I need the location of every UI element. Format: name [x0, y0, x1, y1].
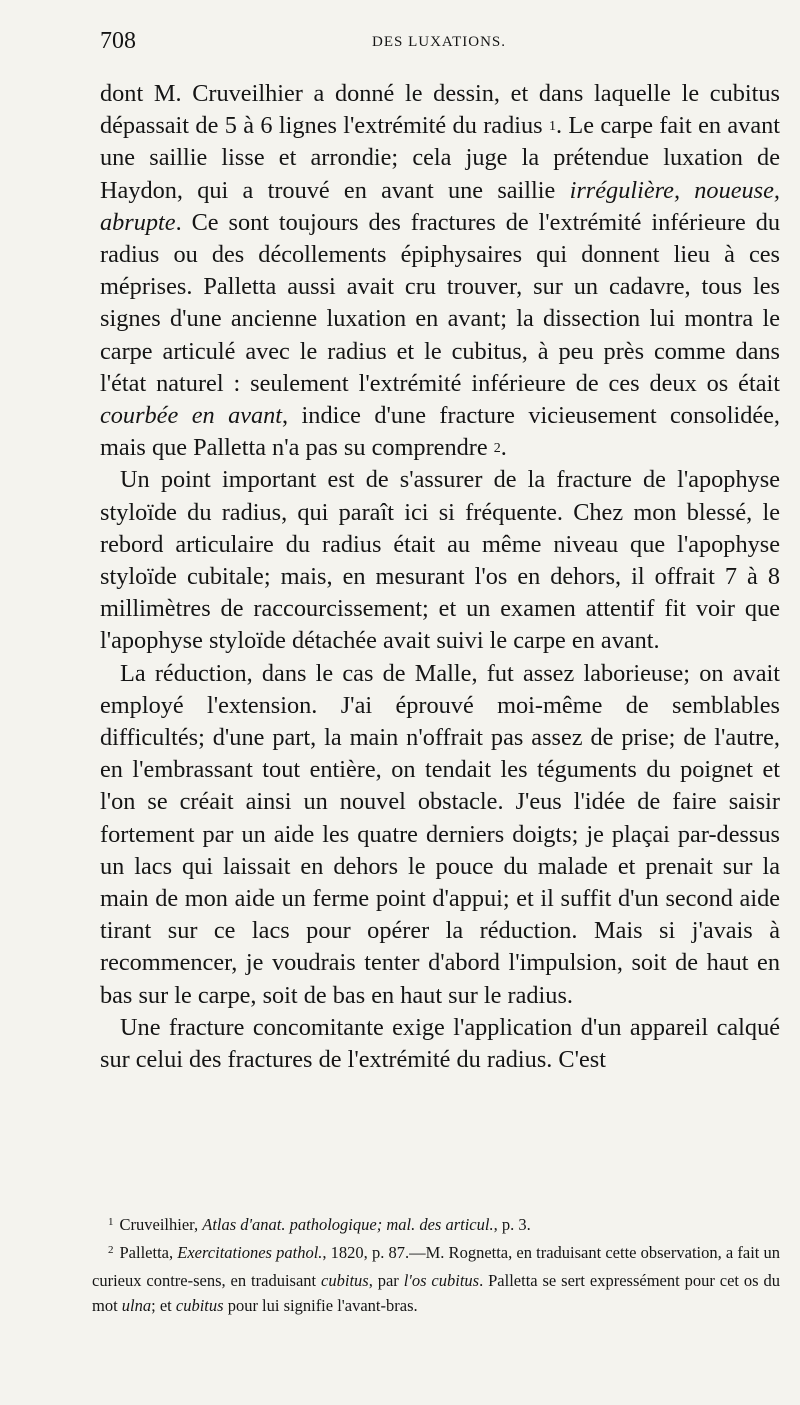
paragraph-1-emphasis-1: irrégulière, noueuse, abrupte — [100, 176, 780, 236]
footnote-2-title: Exercitationes pathol. — [177, 1243, 323, 1262]
footnote-2-text-c: , par — [368, 1271, 404, 1290]
footnote-ref-1: 1 — [548, 119, 556, 135]
footnote-2-text-d: . Palletta se sert expressément pour cet os du mot — [92, 1271, 780, 1315]
running-head: DES LUXATIONS. — [372, 34, 506, 50]
paragraph-1-text-c: . Ce sont toujours des fractures de l'extrémité inférieure du radius ou des décollements épiphysaires qui donnent lieu à ces méprises. Palletta aussi avait cru trouver, sur un cadavre, tous les signes d'une ancienne luxation en avant; la dissection lui montra le carpe articulé avec le radius et le cubitus, à peu près comme dans l'état naturel : seulement l'extrémité inférieure de ces deux os était — [100, 208, 780, 397]
footnote-2-emphasis-1: cubitus — [321, 1271, 369, 1290]
footnote-2-text-f: pour lui signifie l'avant-bras. — [223, 1296, 418, 1315]
page-number: 708 — [100, 28, 136, 54]
footnote-2-text-e: ; et — [151, 1296, 176, 1315]
footnote-1-text-b: , p. 3. — [493, 1215, 531, 1234]
footnote-2-emphasis-2: l'os cubitus — [403, 1271, 480, 1290]
footnotes — [92, 1212, 780, 1318]
footnote-2-text-a: Palletta, — [119, 1243, 178, 1262]
footnote-2-text-b: , 1820, p. 87.—M. Rognetta, en traduisant cette observation, a fait un curieux contre-sens, en traduisant — [92, 1243, 781, 1290]
footnote-1-title: Atlas d'anat. pathologique; mal. des articul. — [202, 1215, 494, 1234]
paragraph-1-text-b: . Le carpe fait en avant une saillie lisse et arrondie; cela juge la prétendue luxation de Haydon, qui a trouvé en avant une saillie — [100, 112, 780, 204]
paragraph-1-text-e: . — [500, 434, 507, 462]
paragraph-1-text-d: , indice d'une fracture vicieusement consolidée, mais que Palletta n'a pas su comprendre — [100, 402, 780, 462]
paragraph-1 — [100, 78, 780, 464]
main-text — [100, 78, 780, 1076]
page-header — [100, 28, 760, 64]
paragraph-3: La réduction, dans le cas de Malle, fut assez laborieuse; on avait employé l'extension. J'ai éprouvé moi-même de semblables difficultés; d'une part, la main n'offrait pas assez de prise; de l'autre, en l'embrassant tout entière, on tendait les téguments du poignet et l'on se créait ainsi un nouvel obstacle. J'eus l'idée de faire saisir fortement par un aide les quatre derniers doigts; je plaçai par-dessus un lacs qui laissait en dehors le pouce du malade et prenait sur la main de mon aide un ferme point d'appui; et il suffit d'un second aide tirant sur ce lacs pour opérer la réduction. Mais si j'avais à recommencer, je voudrais tenter d'abord l'impulsion, soit de haut en bas sur le carpe, soit de bas en haut sur le radius. — [100, 659, 780, 1009]
footnote-ref-2: 2 — [493, 441, 501, 457]
footnote-2-emphasis-4: cubitus — [175, 1296, 224, 1315]
footnote-1-mark: 1 — [108, 1216, 114, 1228]
footnote-2-mark: 2 — [108, 1244, 114, 1256]
footnote-2 — [92, 1240, 780, 1318]
paragraph-1-emphasis-2: courbée en avant — [100, 402, 283, 430]
footnote-2-emphasis-3: ulna — [121, 1296, 152, 1315]
footnote-1-text-a: Cruveilhier, — [119, 1215, 203, 1234]
footnote-1 — [92, 1212, 780, 1240]
paragraph-1-text-a: dont M. Cruveilhier a donné le dessin, et dans laquelle le cubitus dépassait de 5 à 6 lignes l'extrémité du radius — [100, 80, 780, 140]
paragraph-2: Un point important est de s'assurer de la fracture de l'apophyse styloïde du radius, qui paraît ici si fréquente. Chez mon blessé, le rebord articulaire du radius était au même niveau que l'apophyse styloïde cubitale; mais, en mesurant l'os en dehors, il offrait 7 à 8 millimètres de raccourcissement; et un examen attentif fit voir que l'apophyse styloïde détachée avait suivi le carpe en avant. — [100, 466, 780, 655]
paragraph-4: Une fracture concomitante exige l'application d'un appareil calqué sur celui des fractures de l'extrémité du radius. C'est — [100, 1013, 780, 1074]
